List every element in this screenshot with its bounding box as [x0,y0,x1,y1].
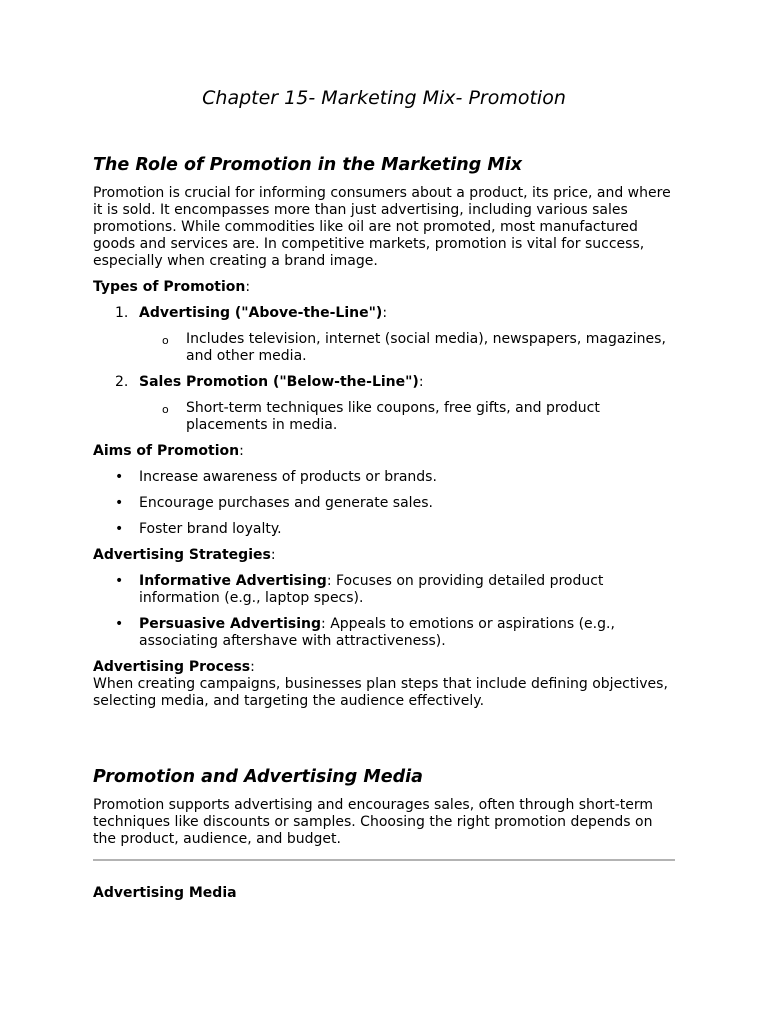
chapter-title: Chapter 15- Marketing Mix- Promotion [202,87,566,109]
type-detail: Includes television, internet (social media), newspapers, magazines, and other media. [186,331,666,364]
list-item: • Informative Advertising: Focuses on providing detailed product information (e.g., laptop specs). [115,573,604,606]
media-intro-paragraph: Promotion supports advertising and encourages sales, often through short-term techniques like discounts or samples. Choosing the right promotion depends on the product, audience, and budget. [93,797,654,847]
list-item: 2. Sales Promotion ("Below-the-Line"): o Short-term techniques like coupons, free gifts, and product placements in media. [93,374,675,434]
strategies-list [93,573,675,650]
type-title: Advertising ("Above-the-Line") [139,305,383,321]
section-heading-promotion-and-media: Promotion and Advertising Media [93,767,423,787]
list-number: 1. [115,305,129,321]
bullet-icon: • [115,521,124,537]
advertising-strategies-label: Advertising Strategies: [93,547,276,563]
advertising-process-text: When creating campaigns, businesses plan steps that include defining objectives, selecting media, and targeting the audience effectively. [93,676,668,709]
list-item [93,331,675,365]
sub-bullet-icon: o [162,334,169,347]
bullet-icon: • [115,469,124,485]
type-title: Sales Promotion ("Below-the-Line") [139,374,419,390]
role-intro-paragraph: Promotion is crucial for informing consumers about a product, its price, and where it is sold. It encompasses more than just advertising, including various sales promotions. While commodities like oil are not promoted, most manufactured goods and services are. In competitive markets, promotion is vital for success, especially when creating a brand image. [93,185,671,269]
aims-list [93,469,675,538]
type-detail: Short-term techniques like coupons, free gifts, and product placements in media. [186,400,600,433]
advertising-process-label: Advertising Process: [93,659,255,675]
list-item [93,400,675,434]
types-of-promotion-label: Types of Promotion: [93,279,251,295]
list-item: • Encourage purchases and generate sales. [115,495,433,511]
sub-list [139,400,675,434]
sub-bullet-icon: o [162,403,169,416]
aims-of-promotion-label: Aims of Promotion: [93,443,244,459]
bullet-icon: • [115,573,124,589]
horizontal-divider [93,859,675,861]
document-content [93,154,675,902]
list-number: 2. [115,374,129,390]
advertising-media-label: Advertising Media [93,885,237,901]
section-heading-role-of-promotion: The Role of Promotion in the Marketing Mix [93,155,523,175]
bullet-icon: • [115,495,124,511]
types-list [93,305,675,434]
list-item: 1. Advertising ("Above-the-Line"): o Includes television, internet (social media), newspapers, magazines, and other media. [93,305,675,365]
list-item: • Persuasive Advertising: Appeals to emotions or aspirations (e.g., associating aftershave with attractiveness). [115,616,615,649]
list-item: • Foster brand loyalty. [115,521,282,537]
section-spacer [93,710,675,766]
list-item: • Increase awareness of products or brands. [115,469,437,485]
sub-list [139,331,675,365]
bullet-icon: • [115,616,124,632]
